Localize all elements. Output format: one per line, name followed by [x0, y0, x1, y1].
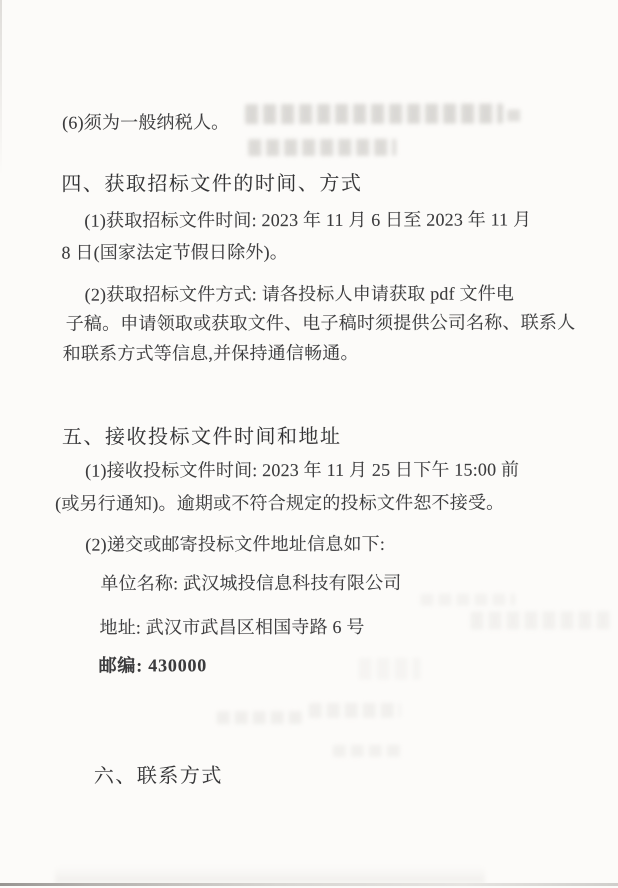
- bleed-through-mark: [309, 703, 401, 718]
- page-bottom-edge-shadow: [0, 883, 618, 886]
- bleed-through-mark: [245, 103, 503, 124]
- section-5-item-1-line-1: (1)接收投标文件时间: 2023 年 11 月 25 日下午 15:00 前: [85, 459, 520, 481]
- section-5-heading: 五、接收投标文件时间和地址: [61, 425, 342, 449]
- section-5-item-2: (2)递交或邮寄投标文件地址信息如下:: [85, 533, 386, 555]
- bleed-through-mark: [217, 711, 302, 724]
- section-4-item-2-line-2: 子稿。申请领取或获取文件、电子稿时须提供公司名称、联系人: [65, 312, 576, 334]
- section-4-heading: 四、获取招标文件的时间、方式: [61, 172, 363, 196]
- unit-name-line: 单位名称: 武汉城投信息科技有限公司: [100, 572, 402, 594]
- scan-edge-smudge-bottom: [55, 866, 485, 883]
- bleed-through-mark: [470, 611, 610, 629]
- section-4-item-2-line-3: 和联系方式等信息,并保持通信畅通。: [62, 342, 359, 364]
- bleed-through-mark: [420, 593, 515, 605]
- bleed-through-mark: [333, 745, 403, 757]
- section-4-item-2-line-1: (2)获取招标文件方式: 请各投标人申请获取 pdf 文件电: [84, 283, 515, 305]
- clause-6-general-taxpayer: (6)须为一般纳税人。: [62, 112, 230, 133]
- section-6-heading: 六、联系方式: [93, 765, 223, 788]
- section-5-item-1-line-2: (或另行通知)。逾期或不符合规定的投标文件恕不接受。: [55, 492, 505, 514]
- address-line: 地址: 武汉市武昌区相国寺路 6 号: [99, 616, 365, 638]
- scan-edge-shadow-left: [0, 0, 2, 175]
- bleed-through-mark: [507, 109, 521, 121]
- section-4-item-1-line-2: 8 日(国家法定节假日除外)。: [61, 242, 289, 263]
- bleed-through-mark: [359, 658, 421, 680]
- bleed-through-mark: [248, 139, 396, 156]
- postal-code-line: 邮编: 430000: [98, 655, 208, 676]
- section-4-item-1-line-1: (1)获取招标文件时间: 2023 年 11 月 6 日至 2023 年 11 月: [84, 209, 532, 231]
